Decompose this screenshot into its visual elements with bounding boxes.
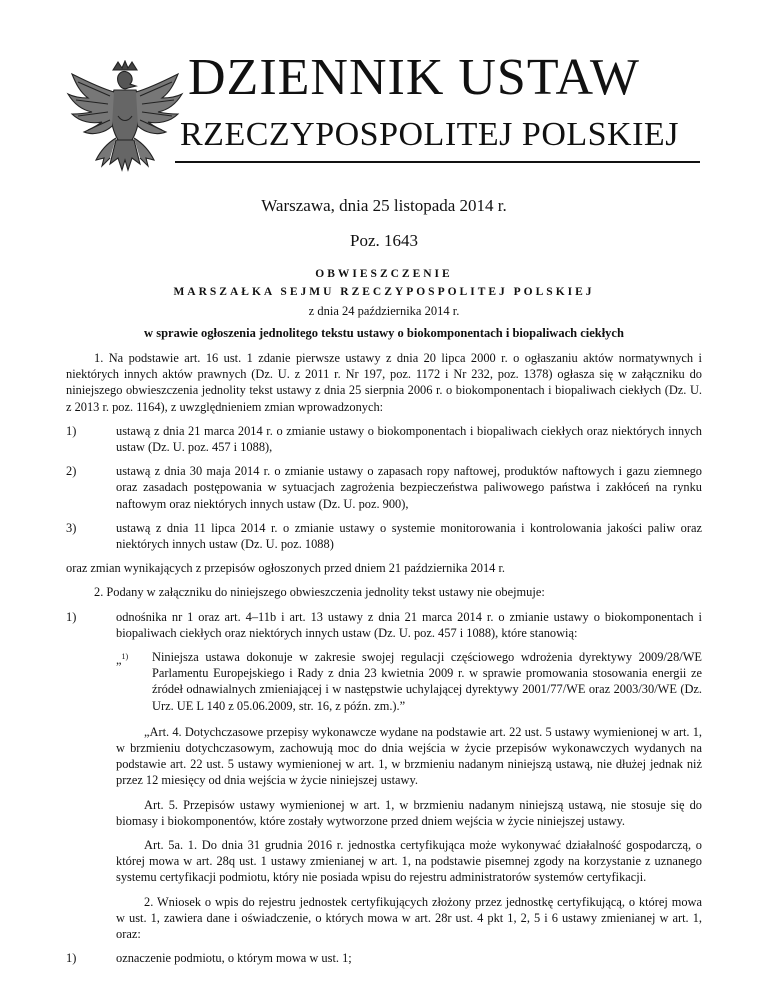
paragraph-2: 2. Podany w załączniku do niniejszego obwieszczenia jednolity tekst ustawy nie obejmuje:	[94, 585, 545, 600]
list-number: 1)	[66, 609, 77, 624]
footnote-text: Niniejsza ustawa dokonuje w zakresie swojej regulacji częściowego wdrożenia dyrektywy 2009/28/WE Parlamentu Europejskiego i Rady z dnia 23 kwietnia 2009 r. w sprawie promowania stosowania energii ze źródeł odnawialnych zmieniającej i w następstwie uchylającej dyrektywy 2001/77/WE oraz 2003/30/WE (Dz. Urz. UE L 140 z 05.06.2009, str. 16, z późn. zm.).”	[152, 650, 702, 713]
article-5a-1: Art. 5a. 1. Do dnia 31 grudnia 2016 r. jednostka certyfikująca może wykonywać działalność gospodarczą, o której mowa w art. 28q ust. 1 ustawy zmienianej w art. 1, na podstawie pisemnej zgody na korzystanie z uznanego systemu certyfikacji podmiotu, który nie posiada wpisu do rejestru administratorów systemów certyfikacji.	[116, 838, 702, 885]
paragraph-1-end: oraz zmian wynikających z przepisów ogłoszonych przed dniem 21 października 2014 r.	[66, 561, 506, 576]
list-number: 2)	[66, 464, 77, 479]
list-item	[66, 609, 702, 641]
list-number: 3)	[66, 520, 77, 535]
journal-title: DZIENNIK USTAW	[188, 49, 640, 106]
list-text: ustawą z dnia 11 lipca 2014 r. o zmianie ustawy o systemie monitorowania i kontrolowania jakości paliw oraz niektórych innych ustaw (Dz. U. poz. 1088)	[116, 520, 702, 552]
list-number: 1)	[66, 951, 77, 966]
list-text: odnośnika nr 1 oraz art. 4–11b i art. 13 ustawy z dnia 21 marca 2014 r. o zmianie ustawy o biokomponentach i biopaliwach ciekłych oraz niektórych innych ustaw (Dz. U. poz. 457 i 1088), które stanowią:	[116, 609, 702, 640]
footnote-marker	[116, 649, 152, 714]
document-date: z dnia 24 października 2014 r.	[308, 304, 460, 318]
document-subject: w sprawie ogłoszenia jednolitego tekstu ustawy o biokomponentach i biopaliwach ciekłych	[144, 326, 624, 340]
quoted-footnote	[116, 649, 702, 714]
quote-mark: „	[116, 653, 122, 668]
list-text: ustawą z dnia 21 marca 2014 r. o zmianie ustawy o biokomponentach i biopaliwach ciekłych oraz niektórych innych ustaw (Dz. U. poz. 457 i 1088),	[116, 423, 702, 455]
list-item	[66, 950, 702, 966]
article-5: Art. 5. Przepisów ustawy wymienionej w art. 1, w brzmieniu nadanym niniejszą ustawą, nie stosuje się do biomasy i biokomponentów, które zostały wytworzone przed dniem wejścia w życie niniejszej ustawy.	[116, 797, 702, 828]
list-number: 1)	[66, 423, 77, 438]
journal-subtitle: RZECZYPOSPOLITEJ POLSKIEJ	[180, 116, 679, 153]
document-body	[66, 350, 702, 975]
footnote-number: 1)	[121, 652, 129, 662]
place-date: Warszawa, dnia 25 listopada 2014 r.	[261, 196, 507, 215]
document-issuer: MARSZAŁKA SEJMU RZECZYPOSPOLITEJ POLSKIEJ	[173, 286, 595, 298]
list-item	[66, 520, 702, 552]
document-type: OBWIESZCZENIE	[315, 268, 453, 280]
article-4: „Art. 4. Dotychczasowe przepisy wykonawcze wydane na podstawie art. 22 ust. 5 ustawy wymienionej w art. 1, w brzmieniu dotychczasowym, zachowują moc do dnia wejścia w życie przepisów wykonawczych wydanych na podstawie art. 22 ust. 5 ustawy wymienionej w art. 1, w brzmieniu nadanym niniejszą ustawą, nie dłużej jednak niż przez 12 miesięcy od dnia wejścia w życie niniejszej ustawy.	[116, 724, 702, 788]
list-text: oznaczenie podmiotu, o którym mowa w ust. 1;	[116, 951, 352, 966]
header-rule	[175, 161, 700, 163]
article-5a-2: 2. Wniosek o wpis do rejestru jednostek certyfikujących złożony przez jednostkę certyfikującą, o której mowa w ust. 1, zawiera dane i oświadczenie, o których mowa w art. 28r ust. 4 pkt 1, 2, 5 i 6 ustawy zmienianej w art. 1, oraz:	[116, 894, 702, 942]
polish-eagle-emblem	[66, 60, 184, 188]
list-item	[66, 463, 702, 512]
list-text: ustawą z dnia 30 maja 2014 r. o zmianie ustawy o zapasach ropy naftowej, produktów naftowych i gazu ziemnego oraz zasadach postępowania w sytuacjach zagrożenia bezpieczeństwa paliwowego państwa i zakłóceń na rynku naftowym oraz niektórych innych ustaw (Dz. U. poz. 900),	[116, 464, 702, 511]
paragraph-1: 1. Na podstawie art. 16 ust. 1 zdanie pierwsze ustawy z dnia 20 lipca 2000 r. o ogłaszaniu aktów normatywnych i niektórych innych aktów prawnych (Dz. U. z 2011 r. Nr 197, poz. 1172 i Nr 232, poz. 1378) ogłasza się w załączniku do niniejszego obwieszczenia jednolity tekst ustawy z dnia 25 sierpnia 2006 r. o biokomponentach i biopaliwach ciekłych (Dz. U. z 2013 r. poz. 1164), z uwzględnieniem zmian wprowadzonych:	[66, 351, 702, 414]
position-number: Poz. 1643	[350, 231, 418, 250]
list-item	[66, 423, 702, 455]
